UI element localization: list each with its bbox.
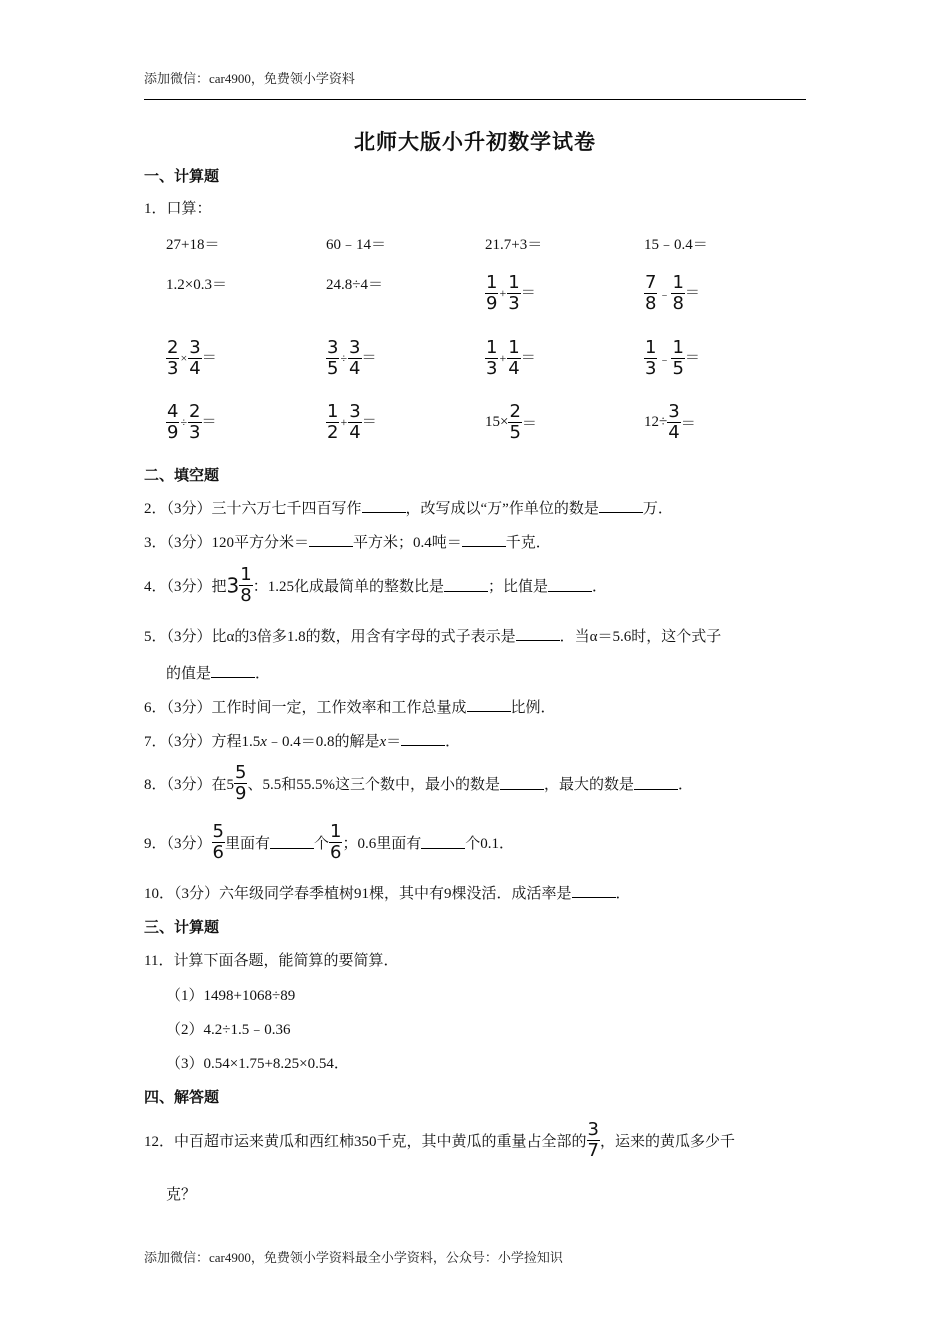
fraction: $\frac{1}{8}$ bbox=[672, 272, 684, 314]
fraction: $\frac{1}{3}$ bbox=[486, 337, 498, 379]
fraction: $\frac{3}{7}$ bbox=[587, 1119, 599, 1161]
q6: 6．（3分）工作时间一定，工作效率和工作总量成 比例． bbox=[144, 700, 556, 716]
answer-blank[interactable] bbox=[309, 534, 353, 547]
answer-blank[interactable] bbox=[599, 500, 643, 513]
fraction: $\frac{1}{3}$ bbox=[645, 337, 657, 379]
section-1-heading: 一、计算题 bbox=[144, 169, 220, 185]
section-4-heading: 四、解答题 bbox=[144, 1090, 220, 1106]
calc-r3c1: $\frac{2}{3}$ × $\frac{3}{4}$ ＝ bbox=[167, 337, 217, 379]
q11-item-2: （2）4.2÷1.5﹣0.36 bbox=[166, 1022, 291, 1038]
fraction: $\frac{3}{4}$ bbox=[349, 337, 361, 379]
calc-r3c3: $\frac{1}{3}$ + $\frac{1}{4}$ ＝ bbox=[486, 337, 536, 379]
fraction: $\frac{4}{9}$ bbox=[167, 401, 179, 443]
calc-r2c4: $\frac{7}{8}$ ﹣ $\frac{1}{8}$ ＝ bbox=[645, 272, 700, 314]
q7: 7．（3分）方程1.5x﹣0.4＝0.8的解是x＝ ． bbox=[144, 734, 461, 750]
q11-item-1: （1）1498+1068÷89 bbox=[166, 988, 296, 1004]
q12-line1: 12．中百超市运来黄瓜和西红柿350千克，其中黄瓜的重量占全部的 $\frac{3}{7}$ ，运来的黄瓜多少千 bbox=[144, 1119, 735, 1161]
q3: 3．（3分）120平方分米＝ 平方米；0.4吨＝ 千克． bbox=[144, 535, 551, 551]
q9: 9．（3分） $\frac{5}{6}$ 里面有 个 $\frac{1}{6}$ ；0.6里面有 个0.1． bbox=[144, 821, 514, 863]
calc-r1c1: 27+18＝ bbox=[166, 237, 220, 253]
answer-blank[interactable] bbox=[270, 836, 314, 849]
calc-r4c4: 12÷ $\frac{3}{4}$ ＝ bbox=[644, 401, 696, 443]
fraction: $\frac{1}{6}$ bbox=[330, 821, 342, 863]
header-rule bbox=[144, 99, 806, 100]
answer-blank[interactable] bbox=[634, 777, 678, 790]
q12-line2: 克？ bbox=[166, 1187, 197, 1203]
footer-text: 添加微信：car4900，免费领小学资料最全小学资料，公众号：小学捡知识 bbox=[144, 1250, 563, 1265]
fraction: $\frac{2}{3}$ bbox=[167, 337, 179, 379]
q2: 2．（3分）三十六万七千四百写作 ，改写成以“万”作单位的数是 万． bbox=[144, 501, 673, 517]
calc-r3c2: $\frac{3}{5}$ ÷ $\frac{3}{4}$ ＝ bbox=[327, 337, 377, 379]
fraction: $\frac{1}{4}$ bbox=[508, 337, 520, 379]
fraction: $\frac{3}{4}$ bbox=[349, 401, 361, 443]
calc-r1c2: 60﹣14＝ bbox=[326, 237, 387, 253]
answer-blank[interactable] bbox=[572, 885, 616, 898]
q1-label: 1．口算： bbox=[144, 201, 212, 217]
header-text: 添加微信：car4900，免费领小学资料 bbox=[144, 71, 355, 86]
fraction: $\frac{2}{3}$ bbox=[189, 401, 201, 443]
calc-r2c1: 1.2×0.3＝ bbox=[166, 277, 227, 293]
q8: 8．（3分）在5 $\frac{5}{9}$ 、5.5和55.5%这三个数中，最小的数是 ，最大的数是 ． bbox=[144, 762, 693, 804]
answer-blank[interactable] bbox=[444, 579, 488, 592]
answer-blank[interactable] bbox=[516, 628, 560, 641]
fraction: $\frac{1}{5}$ bbox=[672, 337, 684, 379]
fraction: $\frac{7}{8}$ bbox=[645, 272, 657, 314]
fraction: $\frac{3}{5}$ bbox=[327, 337, 339, 379]
fraction: $\frac{5}{9}$ bbox=[235, 762, 247, 804]
calc-r4c2: $\frac{1}{2}$ + $\frac{3}{4}$ ＝ bbox=[327, 401, 377, 443]
answer-blank[interactable] bbox=[362, 500, 406, 513]
fraction: $\frac{1}{8}$ bbox=[240, 564, 252, 606]
answer-blank[interactable] bbox=[500, 777, 544, 790]
fraction: $\frac{2}{5}$ bbox=[509, 401, 521, 443]
calc-r1c4: 15﹣0.4＝ bbox=[644, 237, 708, 253]
fraction: $\frac{3}{4}$ bbox=[668, 401, 680, 443]
fraction: $\frac{1}{9}$ bbox=[486, 272, 498, 314]
calc-r4c3: 15× $\frac{2}{5}$ ＝ bbox=[485, 401, 537, 443]
calc-r2c3: $\frac{1}{9}$ + $\frac{1}{3}$ ＝ bbox=[486, 272, 536, 314]
q4: 4．（3分）把3 $\frac{1}{8}$ ：1.25化成最简单的整数比是 ；比值是 ． bbox=[144, 564, 607, 606]
answer-blank[interactable] bbox=[421, 836, 465, 849]
calc-r3c4: $\frac{1}{3}$ ﹣ $\frac{1}{5}$ ＝ bbox=[645, 337, 700, 379]
fraction: $\frac{5}{6}$ bbox=[212, 821, 224, 863]
fraction: $\frac{1}{2}$ bbox=[327, 401, 339, 443]
section-2-heading: 二、填空题 bbox=[144, 468, 220, 484]
q5-line1: 5．（3分）比α的3倍多1.8的数，用含有字母的式子表示是 ．当α＝5.6时，这个式子 bbox=[144, 629, 722, 645]
q5-line2: 的值是 ． bbox=[166, 666, 271, 682]
calc-r1c3: 21.7+3＝ bbox=[485, 237, 543, 253]
q11-item-3: （3）0.54×1.75+8.25×0.54． bbox=[166, 1056, 349, 1072]
page-title: 北师大版小升初数学试卷 bbox=[354, 130, 596, 154]
calc-r2c2: 24.8÷4＝ bbox=[326, 277, 383, 293]
calc-r4c1: $\frac{4}{9}$ ÷ $\frac{2}{3}$ ＝ bbox=[167, 401, 217, 443]
answer-blank[interactable] bbox=[401, 733, 445, 746]
answer-blank[interactable] bbox=[462, 534, 506, 547]
fraction: $\frac{3}{4}$ bbox=[189, 337, 201, 379]
answer-blank[interactable] bbox=[467, 699, 511, 712]
fraction: $\frac{1}{3}$ bbox=[508, 272, 520, 314]
q10: 10．（3分）六年级同学春季植树91棵，其中有9棵没活．成活率是 ． bbox=[144, 886, 631, 902]
q11-prompt: 11．计算下面各题，能简算的要简算． bbox=[144, 953, 399, 969]
answer-blank[interactable] bbox=[548, 579, 592, 592]
section-3-heading: 三、计算题 bbox=[144, 920, 220, 936]
answer-blank[interactable] bbox=[211, 665, 255, 678]
